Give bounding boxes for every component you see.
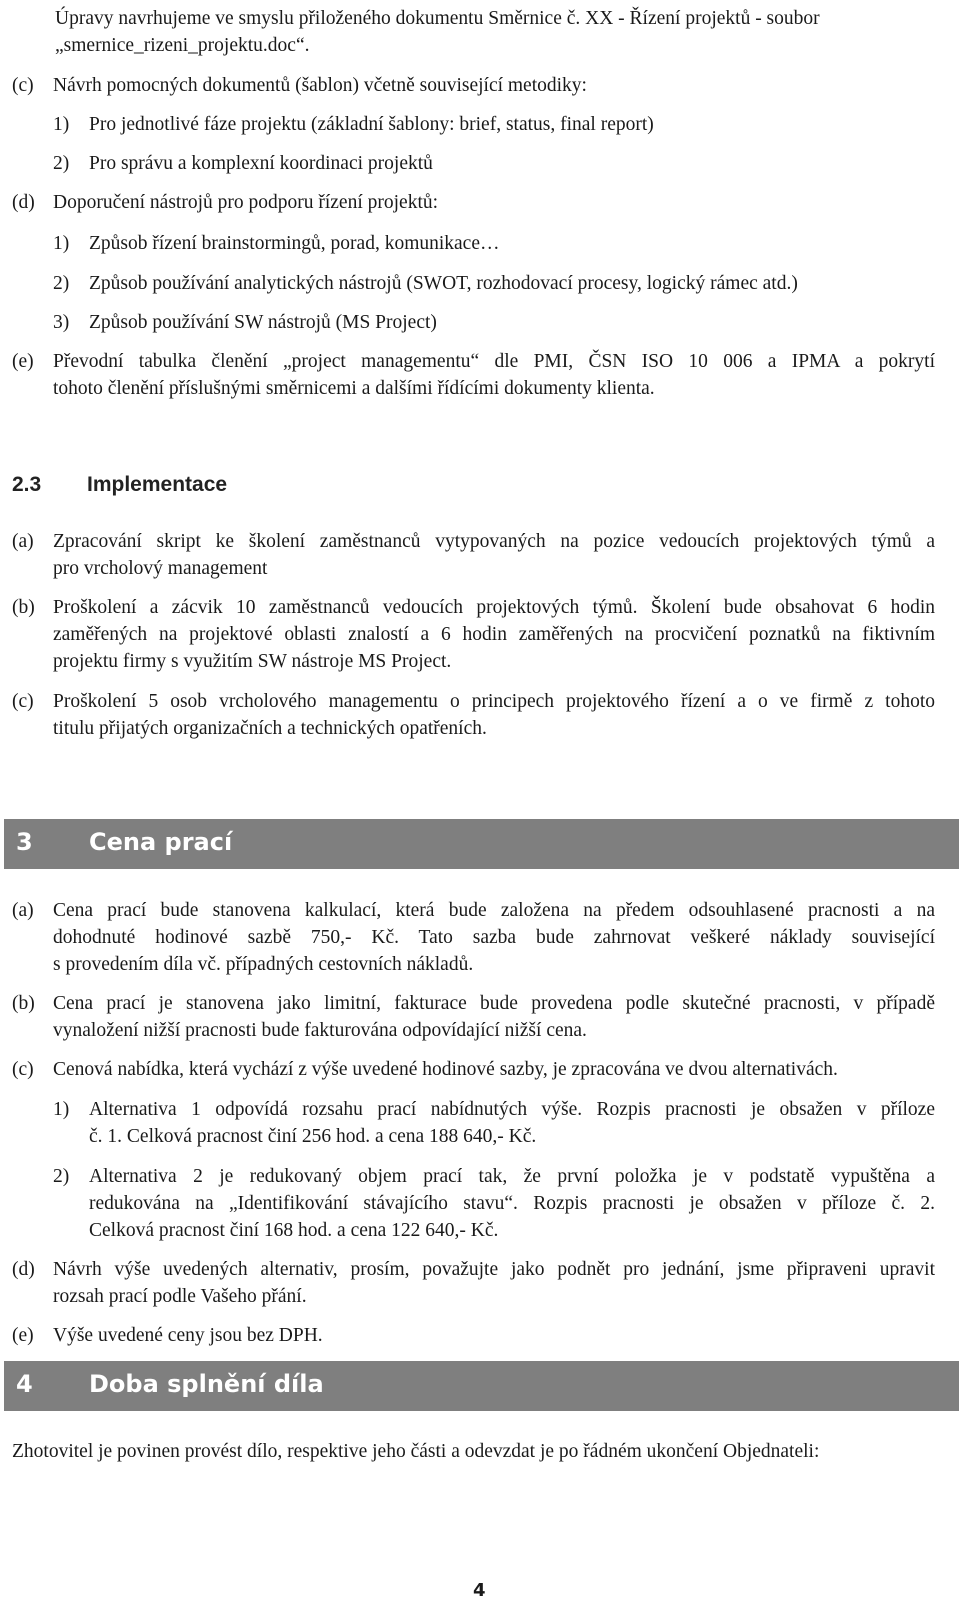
item-label: (c) (12, 1059, 34, 1080)
item-text: Doporučení nástrojů pro podporu řízení projektů: (53, 192, 439, 213)
item-text-line: Cena prací je stanovena jako limitní, fakturace bude provedena podle skutečné pracnosti, v případě (53, 993, 935, 1014)
section-title: Implementace (87, 473, 228, 496)
section-number: 4 (16, 1370, 33, 1398)
item-text-line: s provedením díla vč. případných cestovních nákladů. (53, 954, 474, 975)
item-text: Návrh pomocných dokumentů (šablon) včetně související metodiky: (53, 75, 587, 96)
item-label: 1) (53, 114, 70, 135)
item-text-line: Alternativa 2 je redukovaný objem prací tak, že první položka je v podstatě vypuštěna a (89, 1166, 935, 1187)
item-label: 2) (53, 1166, 70, 1187)
item-label: (a) (12, 531, 34, 552)
item-text-line: Cenová nabídka, která vychází z výše uvedené hodinové sazby, je zpracována ve dvou alternativách. (53, 1059, 838, 1080)
item-text-line: tohoto členění příslušnými směrnicemi a dalšími řídícími dokumenty klienta. (53, 378, 655, 399)
item-label: (c) (12, 75, 34, 96)
section-number: 2.3 (12, 473, 42, 496)
item-text: Způsob používání SW nástrojů (MS Project) (89, 312, 437, 333)
item-text-line: vynaložení nižší pracnosti bude fakturována odpovídající nižší cena. (53, 1020, 587, 1041)
item-text-line: Proškolení 5 osob vrcholového managementu o principech projektového řízení a o ve firmě z tohoto (53, 691, 935, 712)
item-label: (a) (12, 900, 34, 921)
section-number: 3 (16, 828, 33, 856)
item-text-line: rozsah prací podle Vašeho přání. (53, 1286, 307, 1307)
item-label: 3) (53, 312, 70, 333)
item-text-line: č. 1. Celková pracnost činí 256 hod. a cena 188 640,- Kč. (89, 1126, 537, 1147)
item-text-line: redukována na „Identifikování stávajícího stavu“. Rozpis pracnosti je obsažen v příloze č. 2. (89, 1193, 935, 1214)
item-text: Pro správu a komplexní koordinaci projektů (89, 153, 433, 174)
intro-line-2: „smernice_rizeni_projektu.doc“. (55, 35, 310, 56)
item-text-line: Zpracování skript ke školení zaměstnanců vytypovaných na pozice vedoucích projektových týmů a (53, 531, 935, 552)
item-label: 1) (53, 233, 70, 254)
item-text-line: Celková pracnost činí 168 hod. a cena 122 640,- Kč. (89, 1220, 499, 1241)
item-text-line: titulu přijatých organizačních a technických opatřeních. (53, 718, 487, 739)
item-label: (d) (12, 192, 35, 213)
item-label: 2) (53, 153, 70, 174)
page-number: 4 (473, 1580, 486, 1601)
item-text-line: pro vrcholový management (53, 558, 268, 579)
item-label: 2) (53, 273, 70, 294)
section-4-heading (4, 1361, 959, 1411)
item-label: (b) (12, 597, 35, 618)
item-text-line: Cena prací bude stanovena kalkulací, která bude založena na předem odsouhlasené pracnosti a na (53, 900, 935, 921)
item-text: Způsob používání analytických nástrojů (SWOT, rozhodovací procesy, logický rámec atd.) (89, 273, 798, 294)
item-label: (e) (12, 351, 34, 372)
section-title: Cena prací (89, 828, 233, 856)
section-4-paragraph: Zhotovitel je povinen provést dílo, respektive jeho části a odevzdat je po řádném ukončení Objednateli: (12, 1441, 820, 1462)
item-text-line: Převodní tabulka členění „project managementu“ dle PMI, ČSN ISO 10 006 a IPMA a pokrytí (53, 351, 935, 372)
section-title: Doba splnění díla (89, 1370, 324, 1398)
item-label: (b) (12, 993, 35, 1014)
item-text-line: Návrh výše uvedených alternativ, prosím, považujte jako podnět pro jednání, jsme připraveni upravit (53, 1259, 935, 1280)
item-text-line: Proškolení a zácvik 10 zaměstnanců vedoucích projektových týmů. Školení bude obsahovat 6 hodin (53, 597, 935, 618)
item-label: (c) (12, 691, 34, 712)
item-text-line: zaměřených na projektové oblasti znalostí a 6 hodin zaměřených na procvičení poznatků na fiktivním (53, 624, 935, 645)
item-label: (e) (12, 1325, 34, 1346)
item-text-line: Alternativa 1 odpovídá rozsahu prací nabídnutých výše. Rozpis pracnosti je obsažen v příloze (89, 1099, 935, 1120)
item-text: Způsob řízení brainstormingů, porad, komunikace… (89, 233, 500, 254)
intro-line-1: Úpravy navrhujeme ve smyslu přiloženého dokumentu Směrnice č. XX - Řízení projektů - soubor (55, 8, 820, 29)
section-3-heading (4, 819, 959, 869)
item-text: Pro jednotlivé fáze projektu (základní šablony: brief, status, final report) (89, 114, 654, 135)
item-label: 1) (53, 1099, 70, 1120)
item-label: (d) (12, 1259, 35, 1280)
item-text-line: dohodnuté hodinové sazbě 750,- Kč. Tato sazba bude zahrnovat veškeré náklady související (53, 927, 935, 948)
item-text-line: projektu firmy s využitím SW nástroje MS Project. (53, 651, 452, 672)
item-text-line: Výše uvedené ceny jsou bez DPH. (53, 1325, 323, 1346)
